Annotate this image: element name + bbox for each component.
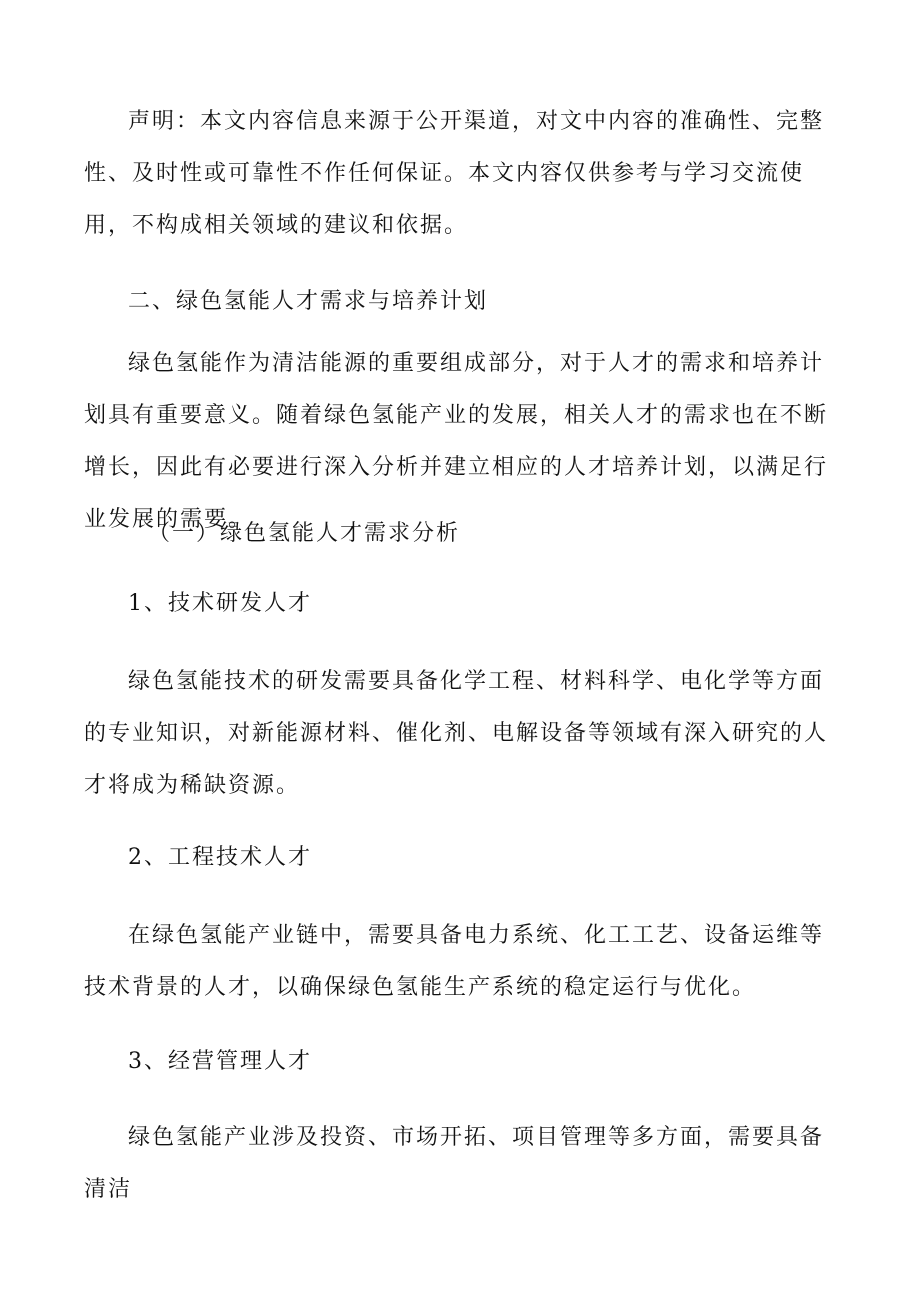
item-paragraph-1: 绿色氢能技术的研发需要具备化学工程、材料科学、电化学等方面的专业知识，对新能源材料、催化剂、电解设备等领域有深入研究的人才将成为稀缺资源。 bbox=[84, 669, 829, 798]
item-heading-3: 3、经营管理人才 bbox=[128, 1049, 312, 1074]
item-heading-2: 2、工程技术人才 bbox=[128, 845, 312, 870]
section-heading: 二、绿色氢能人才需求与培养计划 bbox=[128, 289, 489, 314]
item-paragraph-2: 在绿色氢能产业链中，需要具备电力系统、化工工艺、设备运维等技术背景的人才，以确保绿色氢能生产系统的稳定运行与优化。 bbox=[84, 923, 825, 1000]
subsection-heading: （一）绿色氢能人才需求分析 bbox=[148, 521, 461, 546]
section-intro-paragraph: 绿色氢能作为清洁能源的重要组成部分，对于人才的需求和培养计划具有重要意义。随着绿色氢能产业的发展，相关人才的需求也在不断增长，因此有必要进行深入分析并建立相应的人才培养计划，以满足行业发展的需要。 bbox=[84, 351, 829, 532]
item-heading-1: 1、技术研发人才 bbox=[128, 591, 312, 616]
disclaimer-paragraph: 声明：本文内容信息来源于公开渠道，对文中内容的准确性、完整性、及时性或可靠性不作任何保证。本文内容仅供参考与学习交流使用，不构成相关领域的建议和依据。 bbox=[84, 109, 825, 238]
item-paragraph-3: 绿色氢能产业涉及投资、市场开拓、项目管理等多方面，需要具备清洁 bbox=[84, 1125, 825, 1202]
